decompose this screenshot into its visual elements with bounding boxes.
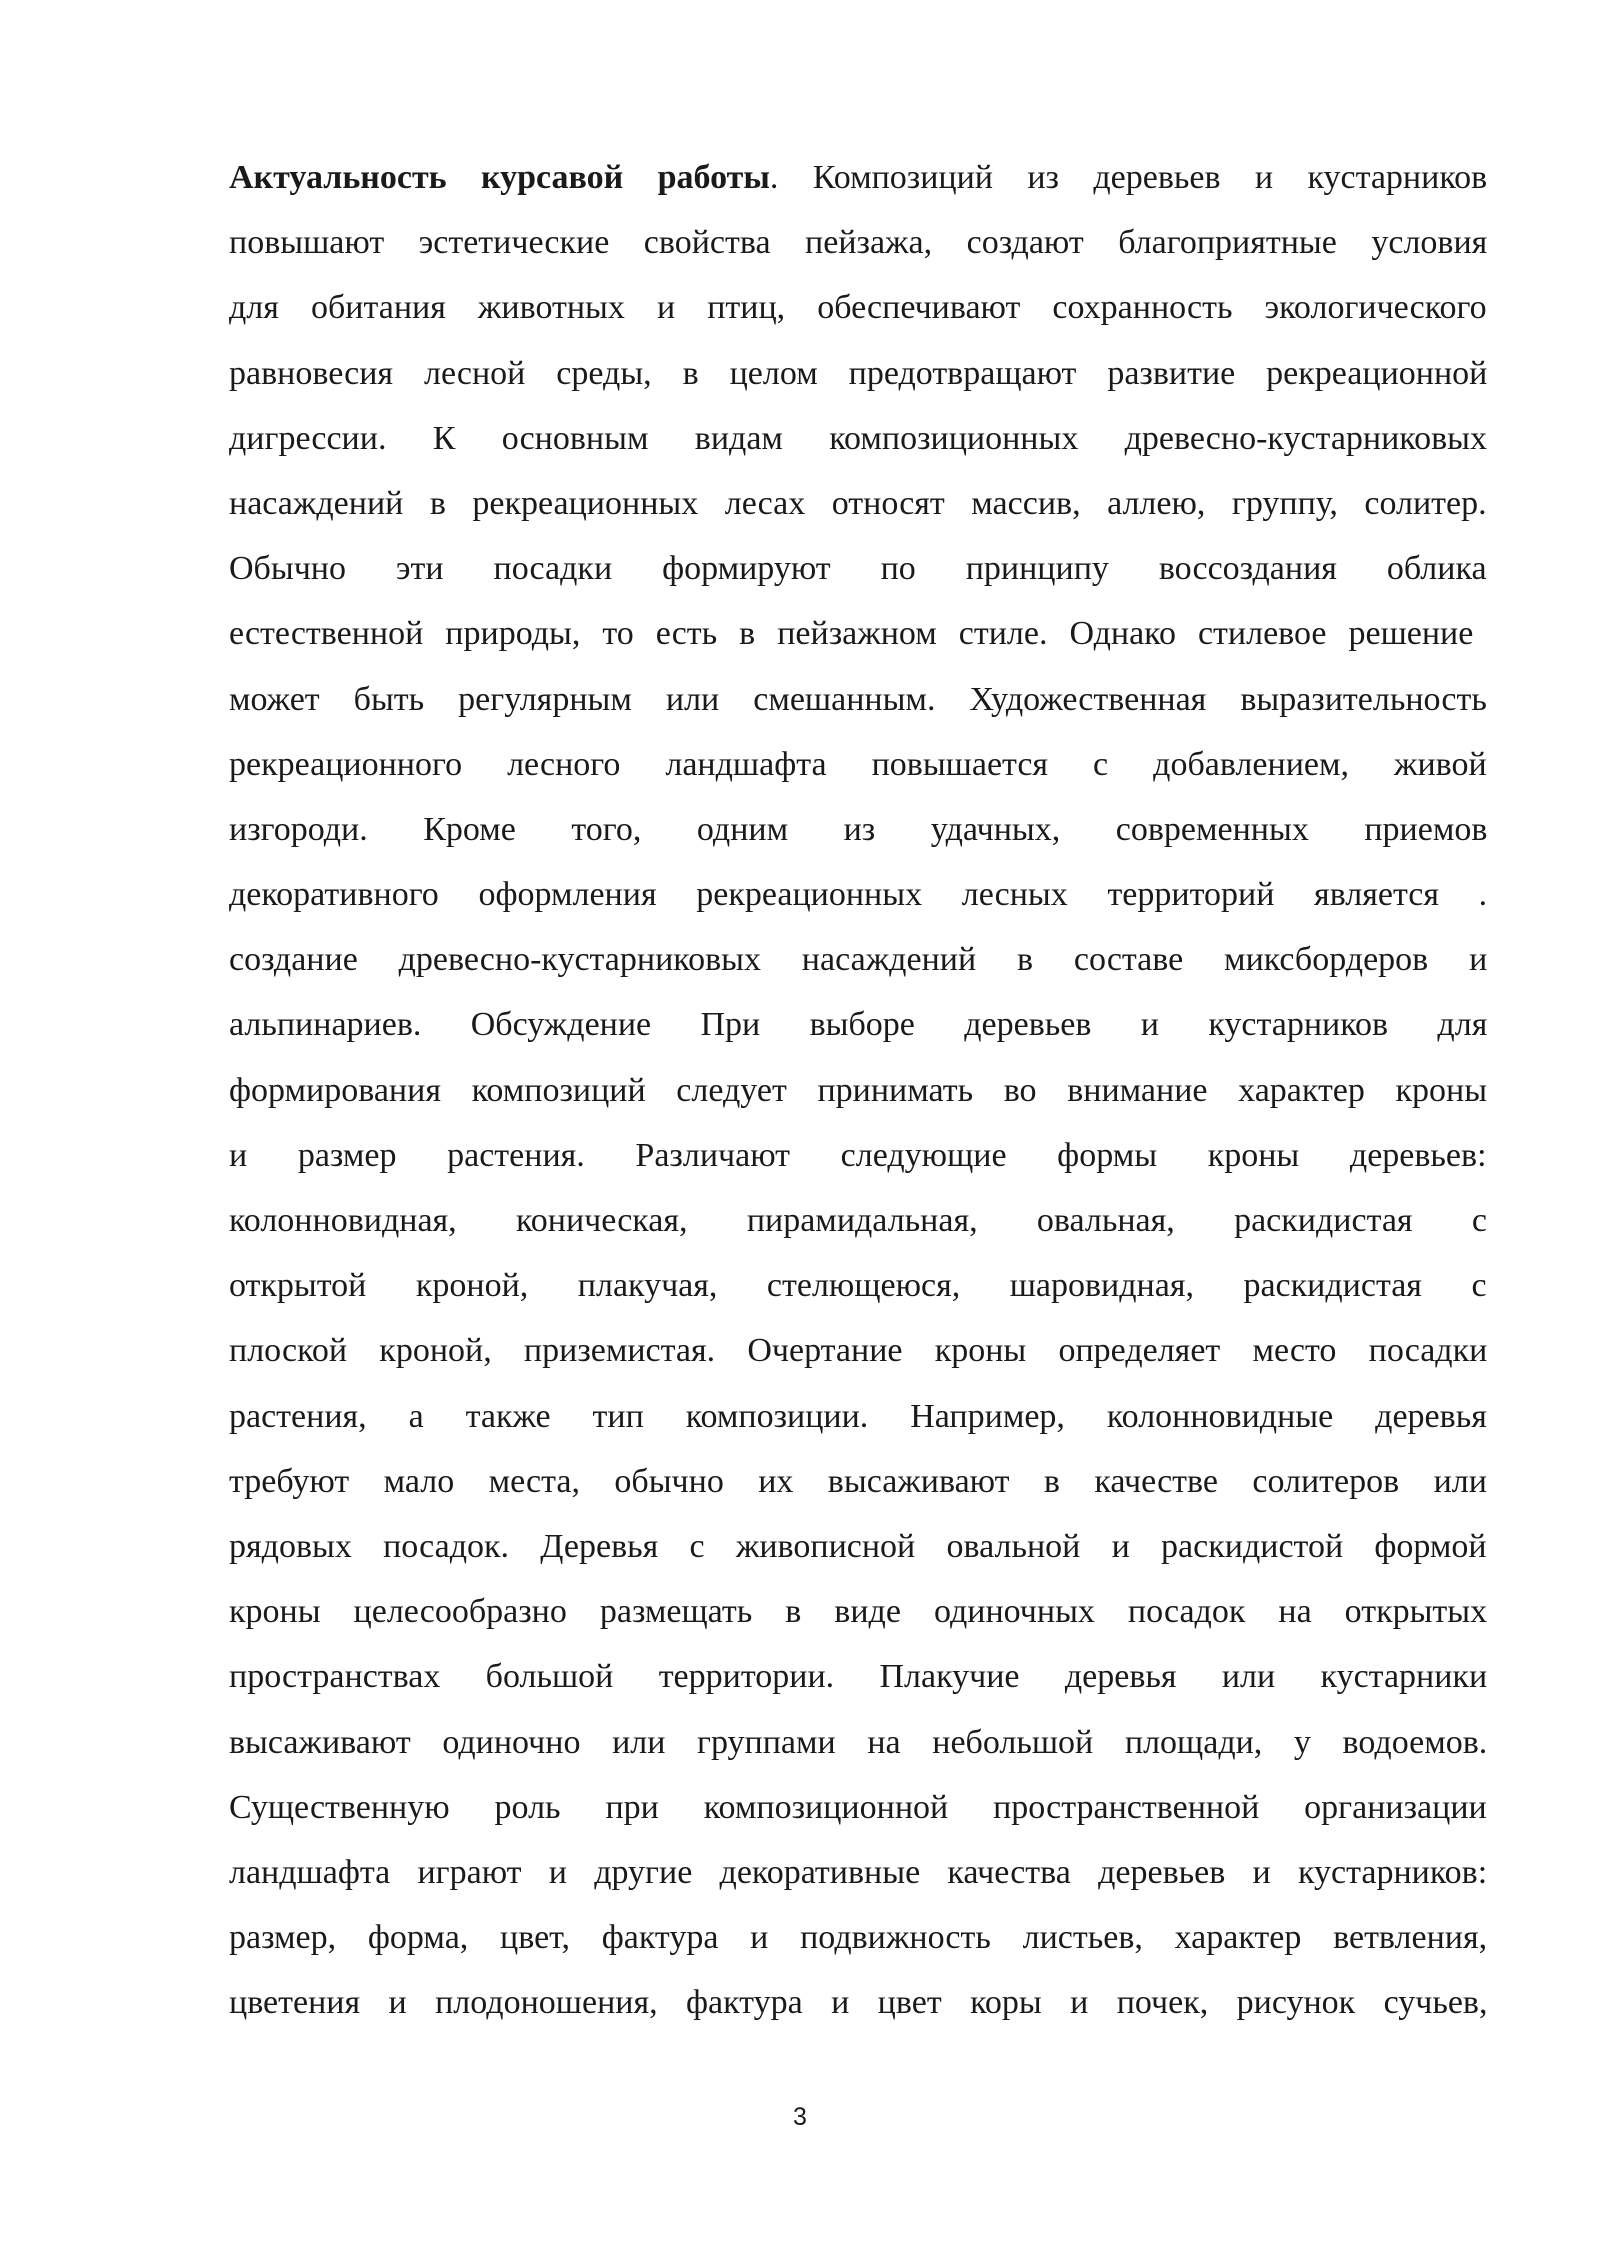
text-line: естественной природы, то есть в пейзажном стиле. Однако стилевое решение <box>229 615 1474 653</box>
text-line: рекреационного лесного ландшафта повышается с добавлением, живой <box>229 745 1487 783</box>
page-number: 3 <box>793 2103 807 2131</box>
body-text <box>229 145 1487 2035</box>
text-line: пространствах большой территории. Плакучие деревья или кустарники <box>229 1658 1487 1696</box>
text-line: растения, а также тип композиции. Например, колонновидные деревья <box>229 1397 1487 1435</box>
text-line: плоской кроной, приземистая. Очертание кроны определяет место посадки <box>229 1332 1487 1370</box>
text-line: декоративного оформления рекреационных лесных территорий является . <box>229 876 1487 914</box>
text-line: изгороди. Кроме того, одним из удачных, современных приемов <box>229 810 1487 848</box>
text-line: повышают эстетические свойства пейзажа, создают благоприятные условия <box>229 224 1487 262</box>
text-line-1 <box>229 145 1487 210</box>
text-line: насаждений в рекреационных лесах относят массив, аллею, группу, солитер. <box>229 484 1487 522</box>
text-line: цветения и плодоношения, фактура и цвет коры и почек, рисунок сучьев, <box>229 1984 1487 2022</box>
text-line: открытой кроной, плакучая, стелющеюся, шаровидная, раскидистая с <box>229 1267 1487 1305</box>
text-line: Обычно эти посадки формируют по принципу воссоздания облика <box>229 550 1487 588</box>
text-line: может быть регулярным или смешанным. Художественная выразительность <box>229 680 1487 718</box>
text-line: формирования композиций следует принимать во внимание характер кроны <box>229 1071 1487 1109</box>
text-line: рядовых посадок. Деревья с живописной овальной и раскидистой формой <box>229 1527 1487 1565</box>
text-line: требуют мало места, обычно их высаживают в качестве солитеров или <box>229 1462 1487 1500</box>
text-line-1-rest: . Композиций из деревьев и кустарников <box>769 159 1487 196</box>
text-line: высаживают одиночно или группами на небольшой площади, у водоемов. <box>229 1723 1487 1761</box>
text-line: для обитания животных и птиц, обеспечивают сохранность экологического <box>229 289 1487 327</box>
text-line: Существенную роль при композиционной пространственной организации <box>229 1788 1487 1826</box>
text-line: кроны целесообразно размещать в виде одиночных посадок на открытых <box>229 1593 1487 1631</box>
heading-bold: Актуальность курсавой работы <box>229 159 770 196</box>
text-line: размер, форма, цвет, фактура и подвижность листьев, характер ветвления, <box>229 1919 1487 1957</box>
text-line: дигрессии. К основным видам композиционных древесно-кустарниковых <box>229 419 1487 457</box>
text-line: создание древесно-кустарниковых насаждений в составе миксбордеров и <box>229 941 1487 979</box>
text-line: равновесия лесной среды, в целом предотвращают развитие рекреационной <box>229 354 1487 392</box>
text-line: ландшафта играют и другие декоративные качества деревьев и кустарников: <box>229 1853 1487 1891</box>
text-line: и размер растения. Различают следующие формы кроны деревьев: <box>229 1136 1487 1174</box>
text-line: колонновидная, коническая, пирамидальная, овальная, раскидистая с <box>229 1202 1487 1239</box>
text-line: альпинариев. Обсуждение При выборе деревьев и кустарников для <box>229 1006 1487 1044</box>
